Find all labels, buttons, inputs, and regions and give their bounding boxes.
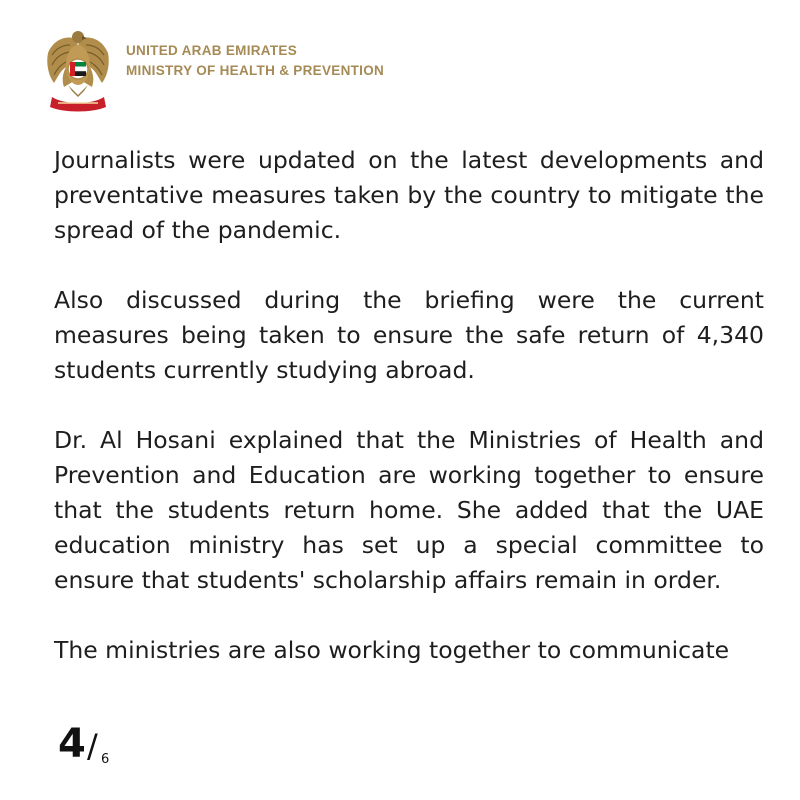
org-line-ministry: MINISTRY OF HEALTH & PREVENTION [126, 63, 385, 78]
header [44, 24, 384, 114]
org-line-country: UNITED ARAB EMIRATES [126, 43, 297, 58]
paragraph-3: Dr. Al Hosani explained that the Ministries of Health and Prevention and Education are working together to ensure that the students return home. She added that the UAE education ministry has set up a special committee to ensure that students' scholarship affairs remain in order. [54, 426, 764, 594]
organization-name [126, 41, 384, 81]
uae-falcon-emblem-icon [44, 25, 112, 113]
paragraph-1: Journalists were updated on the latest developments and preventative measures taken by the country to mitigate the spread of the pandemic. [54, 146, 764, 244]
page-indicator [58, 722, 138, 772]
article-body [54, 143, 764, 668]
current-page-number: 4 [58, 721, 86, 767]
page-separator: / [87, 727, 98, 765]
paragraph-4: The ministries are also working together to communicate [54, 636, 730, 664]
paragraph-2: Also discussed during the briefing were the current measures being taken to ensure the safe return of 4,340 students currently studying abroad. [54, 286, 764, 384]
total-pages: 6 [101, 752, 110, 767]
